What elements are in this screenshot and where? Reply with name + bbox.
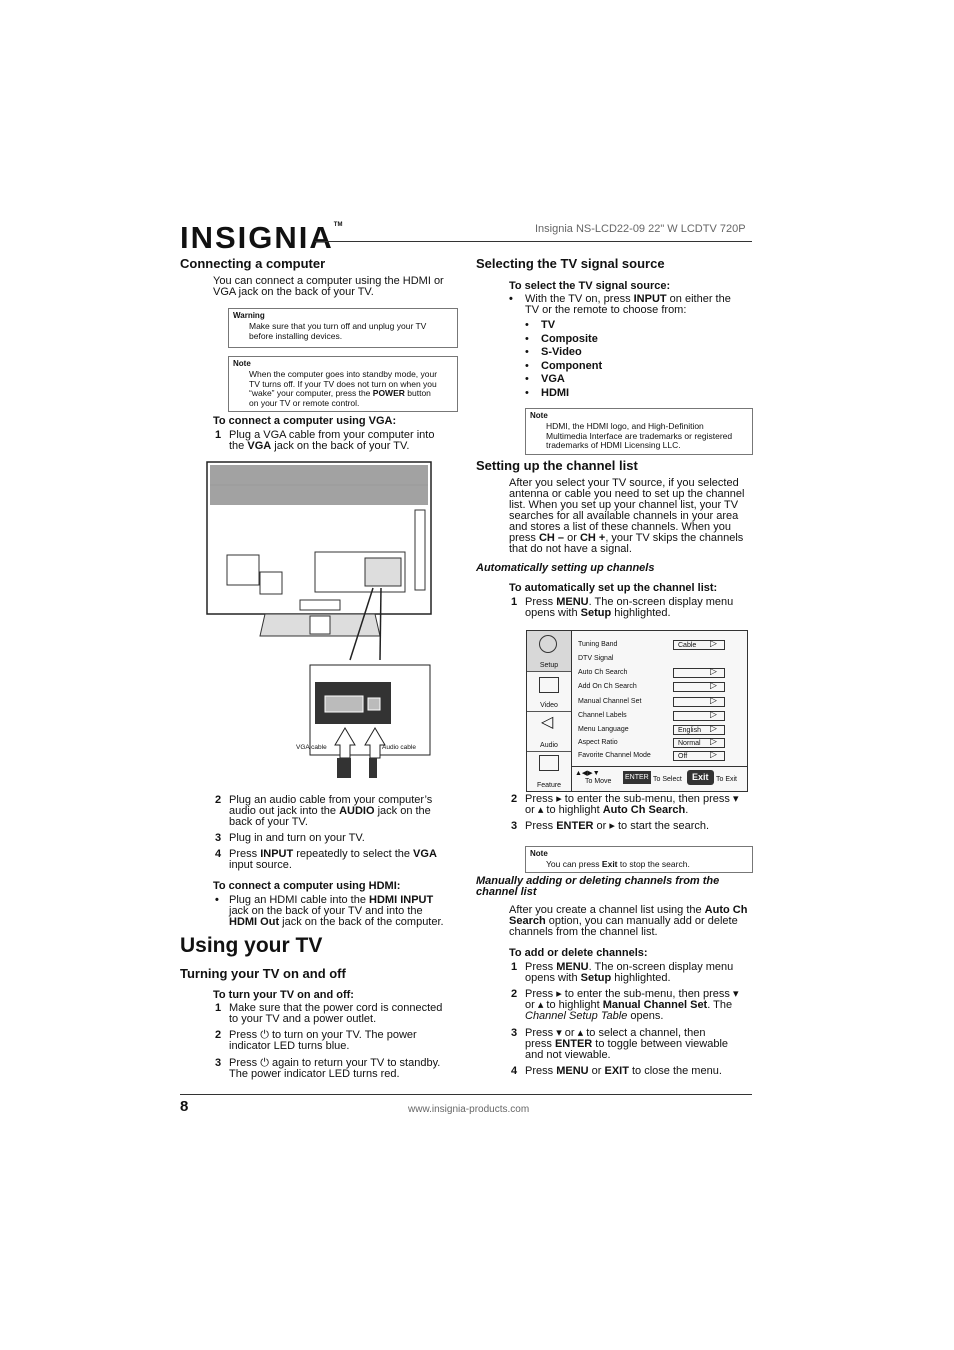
right-arrow-icon: ▸	[556, 988, 562, 1000]
note-label: Note	[530, 411, 548, 420]
note-label: Note	[530, 849, 548, 858]
menu-row: Channel Labels	[578, 712, 627, 719]
product-title: Insignia NS-LCD22-09 22" W LCDTV 720P	[535, 223, 746, 235]
line: You can connect a computer using the HDMI or	[213, 275, 444, 287]
add-step-2: 2 Press ▸ to enter the sub-menu, then press ▾ or ▴ to highlight Manual Channel Set. The Channel Setup Table opens.	[511, 988, 739, 1022]
source-item: • VGA	[525, 373, 565, 386]
source-list	[525, 319, 602, 401]
move-label: To Move	[585, 778, 612, 785]
signal-subheading: To select the TV signal source:	[509, 280, 671, 292]
vga-cable-label: VGA cable	[296, 744, 327, 751]
source-item: • TV	[525, 319, 556, 331]
warning-text: Make sure that you turn off and unplug your TV before installing devices.	[249, 321, 427, 341]
menu-value	[673, 682, 725, 692]
select-label: To Select	[653, 776, 682, 783]
right-arrow-icon: ▸	[609, 820, 615, 832]
add-subheading: To add or delete channels:	[509, 947, 648, 959]
using-your-tv-heading: Using your TV	[180, 934, 323, 957]
line: VGA jack on the back of your TV.	[213, 286, 374, 298]
menu-value: Off	[673, 751, 725, 761]
connecting-heading: Connecting a computer	[180, 256, 326, 271]
vga-step-3: 3 Plug in and turn on your TV.	[215, 832, 365, 844]
note-text: When the computer goes into standby mode, your TV turns off. If your TV does not turn on when you “wake” your computer, press the POWER button on your TV or remote control.	[249, 369, 438, 408]
menu-row: Add On Ch Search	[578, 683, 637, 690]
auto-subheading: To automatically set up the channel list:	[509, 582, 718, 594]
connect-intro	[213, 276, 444, 298]
menu-value	[673, 711, 725, 721]
footer-url: www.insignia-products.com	[408, 1104, 530, 1115]
tv-back-diagram	[205, 460, 435, 780]
note-label: Note	[233, 359, 251, 368]
source-item: • HDMI	[525, 386, 570, 399]
auto-step-2: 2 Press ▸ to enter the sub-menu, then press ▾ or ▴ to highlight Auto Ch Search.	[511, 793, 739, 816]
note-box-standby	[228, 356, 458, 412]
arrow-right-icon: ▷	[710, 749, 717, 759]
insignia-logo: INSIGNIA™	[180, 220, 343, 255]
vga-subheading: To connect a computer using VGA:	[213, 415, 397, 427]
tab-setup: Setup	[527, 631, 571, 672]
arrow-right-icon: ▷	[710, 709, 717, 719]
turning-heading: Turning your TV on and off	[180, 966, 346, 981]
source-item: • Composite	[525, 332, 598, 345]
warning-label: Warning	[233, 311, 265, 320]
note-box-hdmi	[525, 408, 753, 455]
menu-row: Aspect Ratio	[578, 739, 618, 746]
turn-step-3: 3 Press ⏻ again to return your TV to standby. The power indicator LED turns red.	[215, 1057, 441, 1080]
menu-row: Menu Language	[578, 726, 629, 733]
speaker-icon: ◁	[541, 714, 554, 731]
menu-row: Auto Ch Search	[578, 669, 628, 676]
note-box-exit	[525, 846, 753, 873]
right-arrow-icon: ▸	[556, 793, 562, 805]
exit-key: Exit	[687, 770, 714, 785]
power-icon: ⏻	[260, 1029, 269, 1041]
turn-step-2: 2 Press ⏻ to turn on your TV. The power indicator LED turns blue.	[215, 1029, 417, 1052]
arrow-right-icon: ▷	[710, 736, 717, 746]
warning-box	[228, 308, 458, 348]
signal-bullet: • With the TV on, press INPUT on either the TV or the remote to choose from:	[509, 293, 731, 316]
manual-heading: Manually adding or deleting channels from the channel list	[476, 875, 720, 898]
add-step-4: 4 Press MENU or EXIT to close the menu.	[511, 1065, 722, 1077]
channel-para: After you select your TV source, if you selected antenna or cable you need to set up the channel list. When you set up your channel list, your TV searches for all available channels in your area and stores a list of these channels. When you press CH – or CH +, your TV skips the channels that do not have a signal.	[509, 477, 745, 555]
vga-step-1: 1 Plug a VGA cable from your computer into the VGA jack on the back of your TV.	[215, 429, 435, 452]
channel-list-heading: Setting up the channel list	[476, 458, 638, 473]
menu-row: Tuning Band	[578, 641, 618, 648]
up-arrow-icon: ▴	[537, 804, 544, 816]
note-text: HDMI, the HDMI logo, and High-Definition Multimedia Interface are trademarks or registered trademarks of HDMI Licensing LLC.	[546, 421, 733, 450]
exit-label: To Exit	[716, 776, 738, 783]
menu-value	[673, 697, 725, 707]
auto-step-1: 1 Press MENU. The on-screen display menu opens with Setup highlighted.	[511, 596, 734, 619]
tab-feature: Feature	[527, 751, 571, 791]
auto-heading: Automatically setting up channels	[476, 562, 655, 574]
vga-step-2: 2 Plug an audio cable from your computer’s audio out jack into the AUDIO jack on the back of your TV.	[215, 794, 433, 828]
tab-video: Video	[527, 671, 571, 712]
menu-row: Favorite Channel Mode	[578, 752, 651, 759]
hdmi-bullet: • Plug an HDMI cable into the HDMI INPUT jack on the back of your TV and into the HDMI Out jack on the back of the computer.	[215, 894, 444, 928]
menu-row: Manual Channel Set	[578, 698, 642, 705]
down-arrow-icon: ▾	[732, 793, 739, 805]
vga-step-4: 4 Press INPUT repeatedly to select the VGA input source.	[215, 848, 437, 871]
feature-icon	[539, 755, 559, 771]
arrow-right-icon: ▷	[710, 695, 717, 705]
tab-audio: ◁ Audio	[527, 711, 571, 752]
up-arrow-icon: ▴	[577, 1027, 584, 1039]
up-arrow-icon: ▴	[537, 999, 544, 1011]
menu-footer	[571, 766, 747, 791]
turn-step-1: 1 Make sure that the power cord is connected to your TV and a power outlet.	[215, 1002, 443, 1025]
tv-icon	[539, 677, 559, 693]
menu-value: Cable	[673, 640, 725, 650]
power-icon: ⏻	[260, 1057, 269, 1069]
page-number: 8	[180, 1098, 189, 1115]
down-arrow-icon: ▾	[556, 1027, 562, 1039]
arrow-right-icon: ▷	[710, 638, 717, 648]
source-item: • Component	[525, 359, 603, 372]
arrow-right-icon: ▷	[710, 680, 717, 690]
audio-cable-label: Audio cable	[382, 744, 416, 751]
menu-value	[673, 668, 725, 678]
down-arrow-icon: ▾	[732, 988, 739, 1000]
hdmi-subheading: To connect a computer using HDMI:	[213, 880, 401, 892]
setup-menu-screenshot	[526, 630, 748, 792]
menu-tabs	[527, 631, 572, 791]
source-item: • S-Video	[525, 346, 582, 359]
arrows-icon: ▲◀▶▼	[575, 770, 600, 777]
add-step-3: 3 Press ▾ or ▴ to select a channel, then press ENTER to toggle between viewable and not viewable.	[511, 1027, 729, 1061]
note-text: You can press Exit to stop the search.	[546, 859, 690, 869]
add-step-1: 1 Press MENU. The on-screen display menu opens with Setup highlighted.	[511, 961, 734, 984]
setup-icon	[539, 635, 557, 653]
signal-heading: Selecting the TV signal source	[476, 256, 665, 271]
enter-key: ENTER	[623, 771, 651, 784]
arrow-right-icon: ▷	[710, 723, 717, 733]
auto-step-3: 3 Press ENTER or ▸ to start the search.	[511, 820, 710, 832]
manual-para: After you create a channel list using the Auto Ch Search option, you can manually add or delete channels from the channel list.	[509, 904, 748, 938]
menu-value: Normal	[673, 738, 725, 748]
header-rule	[315, 241, 752, 242]
arrow-right-icon: ▷	[710, 666, 717, 676]
menu-value: English	[673, 725, 725, 735]
turn-subheading: To turn your TV on and off:	[213, 989, 354, 1001]
menu-row: DTV Signal	[578, 655, 614, 662]
footer-rule	[180, 1094, 752, 1095]
